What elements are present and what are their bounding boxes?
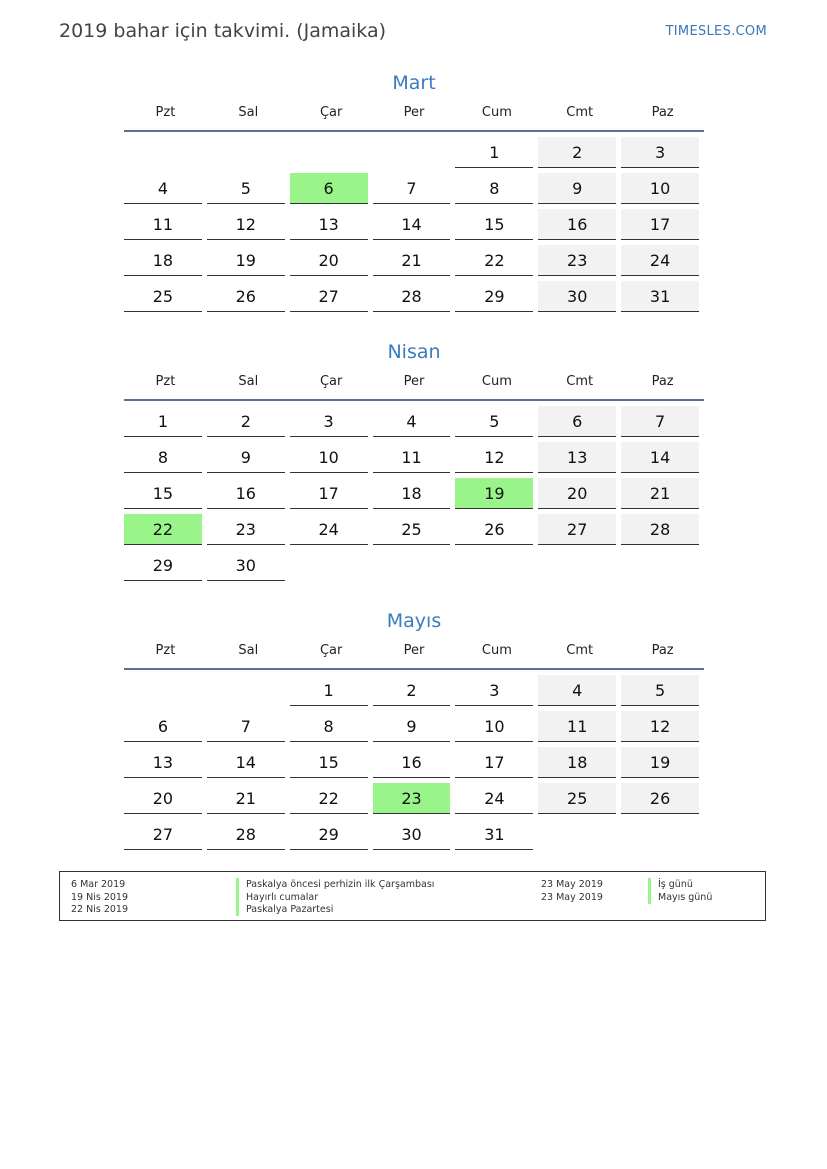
week-row [124, 137, 704, 173]
day-cell: 26 [621, 783, 699, 814]
month-calendar-april [124, 337, 704, 586]
weekday-label: Paz [651, 374, 674, 389]
day-cell: 13 [290, 209, 368, 240]
day-cell: 30 [538, 281, 616, 312]
day-cell: 28 [207, 819, 285, 850]
week-row [124, 245, 704, 281]
day-cell: 2 [538, 137, 616, 168]
empty-cell [207, 675, 285, 706]
weekday-label: Pzt [155, 374, 176, 389]
day-cell: 27 [538, 514, 616, 545]
day-cell: 16 [538, 209, 616, 240]
day-cell: 5 [207, 173, 285, 204]
day-cell: 28 [621, 514, 699, 545]
empty-cell [621, 819, 699, 850]
weekday-label: Çar [319, 105, 343, 120]
week-row [124, 550, 704, 586]
empty-cell [538, 819, 616, 850]
weeks-grid [124, 675, 704, 855]
weekday-label: Cum [481, 105, 512, 120]
day-cell: 24 [621, 245, 699, 276]
empty-cell [290, 550, 368, 581]
day-cell: 30 [373, 819, 451, 850]
day-cell: 3 [621, 137, 699, 168]
day-cell: 25 [373, 514, 451, 545]
day-cell: 12 [207, 209, 285, 240]
weekday-label: Sal [238, 374, 259, 389]
empty-cell [455, 550, 533, 581]
day-cell: 11 [124, 209, 202, 240]
weekday-label: Paz [651, 105, 674, 120]
day-cell: 5 [455, 406, 533, 437]
day-cell: 19 [621, 747, 699, 778]
day-cell: 26 [455, 514, 533, 545]
day-cell: 10 [455, 711, 533, 742]
day-cell: 1 [290, 675, 368, 706]
day-cell: 1 [124, 406, 202, 437]
day-cell: 27 [290, 281, 368, 312]
day-cell: 29 [124, 550, 202, 581]
month-name: Mayıs [386, 610, 442, 632]
day-cell: 8 [455, 173, 533, 204]
week-row [124, 173, 704, 209]
day-cell: 20 [290, 245, 368, 276]
day-cell: 15 [455, 209, 533, 240]
empty-cell [373, 550, 451, 581]
day-cell: 27 [124, 819, 202, 850]
weekday-label: Cum [481, 374, 512, 389]
legend-date: 23 May 2019 [541, 879, 603, 890]
day-cell: 13 [538, 442, 616, 473]
day-cell: 16 [207, 478, 285, 509]
weekday-label: Sal [238, 643, 259, 658]
day-cell: 3 [455, 675, 533, 706]
weekday-label: Cum [481, 643, 512, 658]
week-row [124, 478, 704, 514]
week-row [124, 675, 704, 711]
weeks-grid [124, 137, 704, 317]
weekday-label: Per [403, 643, 425, 658]
day-cell: 7 [621, 406, 699, 437]
site-link[interactable]: TIMESLES.COM [665, 24, 767, 39]
day-cell: 25 [124, 281, 202, 312]
week-row [124, 514, 704, 550]
day-cell: 23 [207, 514, 285, 545]
legend-date: 6 Mar 2019 [71, 879, 126, 890]
day-cell: 23 [373, 783, 451, 814]
week-row [124, 747, 704, 783]
day-cell: 8 [124, 442, 202, 473]
day-cell: 14 [621, 442, 699, 473]
weekday-label: Cmt [566, 643, 594, 658]
weekday-header [124, 640, 704, 670]
month-name: Nisan [387, 341, 441, 363]
day-cell: 26 [207, 281, 285, 312]
legend-date: 23 May 2019 [541, 891, 603, 903]
day-cell: 28 [373, 281, 451, 312]
day-cell: 22 [290, 783, 368, 814]
holiday-legend [59, 871, 766, 921]
week-row [124, 281, 704, 317]
week-row [124, 442, 704, 478]
day-cell: 10 [621, 173, 699, 204]
weeks-grid [124, 406, 704, 586]
day-cell: 18 [373, 478, 451, 509]
day-cell: 24 [455, 783, 533, 814]
weekday-header [124, 371, 704, 401]
day-cell: 12 [621, 711, 699, 742]
day-cell: 12 [455, 442, 533, 473]
weekday-label: Çar [319, 374, 343, 389]
legend-holiday-name: Hayırlı cumalar [236, 891, 318, 904]
day-cell: 17 [621, 209, 699, 240]
week-row [124, 819, 704, 855]
day-cell: 11 [373, 442, 451, 473]
weekday-label: Sal [238, 105, 259, 120]
month-name: Mart [392, 72, 436, 94]
empty-cell [124, 675, 202, 706]
day-cell: 9 [207, 442, 285, 473]
empty-cell [538, 550, 616, 581]
day-cell: 4 [124, 173, 202, 204]
week-row [124, 783, 704, 819]
week-row [124, 711, 704, 747]
day-cell: 19 [207, 245, 285, 276]
legend-date: 19 Nis 2019 [71, 891, 128, 903]
day-cell: 23 [538, 245, 616, 276]
day-cell: 14 [207, 747, 285, 778]
day-cell: 18 [538, 747, 616, 778]
day-cell: 17 [455, 747, 533, 778]
legend-date: 22 Nis 2019 [71, 904, 128, 915]
day-cell: 4 [538, 675, 616, 706]
day-cell: 13 [124, 747, 202, 778]
week-row [124, 406, 704, 442]
day-cell: 6 [290, 173, 368, 204]
day-cell: 15 [290, 747, 368, 778]
day-cell: 9 [538, 173, 616, 204]
day-cell: 18 [124, 245, 202, 276]
empty-cell [207, 137, 285, 168]
day-cell: 6 [538, 406, 616, 437]
empty-cell [290, 137, 368, 168]
weekday-label: Per [403, 374, 425, 389]
day-cell: 7 [373, 173, 451, 204]
weekday-label: Cmt [566, 105, 594, 120]
day-cell: 4 [373, 406, 451, 437]
day-cell: 1 [455, 137, 533, 168]
day-cell: 5 [621, 675, 699, 706]
empty-cell [621, 550, 699, 581]
day-cell: 15 [124, 478, 202, 509]
day-cell: 17 [290, 478, 368, 509]
weekday-label: Pzt [155, 643, 176, 658]
day-cell: 25 [538, 783, 616, 814]
day-cell: 20 [538, 478, 616, 509]
day-cell: 8 [290, 711, 368, 742]
day-cell: 31 [621, 281, 699, 312]
weekday-label: Çar [319, 643, 343, 658]
legend-holiday-name: Paskalya Pazartesi [236, 903, 333, 916]
legend-holiday-name: Mayıs günü [648, 891, 712, 904]
day-cell: 21 [207, 783, 285, 814]
day-cell: 3 [290, 406, 368, 437]
month-calendar-march [124, 68, 704, 317]
day-cell: 19 [455, 478, 533, 509]
day-cell: 22 [455, 245, 533, 276]
day-cell: 30 [207, 550, 285, 581]
weekday-label: Per [403, 105, 425, 120]
day-cell: 29 [290, 819, 368, 850]
legend-holiday-name: Paskalya öncesi perhizin ilk Çarşambası [236, 878, 434, 891]
day-cell: 2 [373, 675, 451, 706]
month-calendar-may [124, 606, 704, 855]
weekday-header [124, 102, 704, 132]
week-row [124, 209, 704, 245]
weekday-label: Paz [651, 643, 674, 658]
day-cell: 20 [124, 783, 202, 814]
day-cell: 6 [124, 711, 202, 742]
day-cell: 22 [124, 514, 202, 545]
legend-holiday-name: İş günü [648, 878, 693, 891]
day-cell: 11 [538, 711, 616, 742]
day-cell: 10 [290, 442, 368, 473]
day-cell: 14 [373, 209, 451, 240]
day-cell: 2 [207, 406, 285, 437]
day-cell: 31 [455, 819, 533, 850]
day-cell: 24 [290, 514, 368, 545]
day-cell: 7 [207, 711, 285, 742]
empty-cell [124, 137, 202, 168]
weekday-label: Pzt [155, 105, 176, 120]
page-title: 2019 bahar için takvimi. (Jamaika) [59, 20, 387, 42]
day-cell: 29 [455, 281, 533, 312]
day-cell: 21 [373, 245, 451, 276]
day-cell: 16 [373, 747, 451, 778]
empty-cell [373, 137, 451, 168]
day-cell: 21 [621, 478, 699, 509]
weekday-label: Cmt [566, 374, 594, 389]
day-cell: 9 [373, 711, 451, 742]
